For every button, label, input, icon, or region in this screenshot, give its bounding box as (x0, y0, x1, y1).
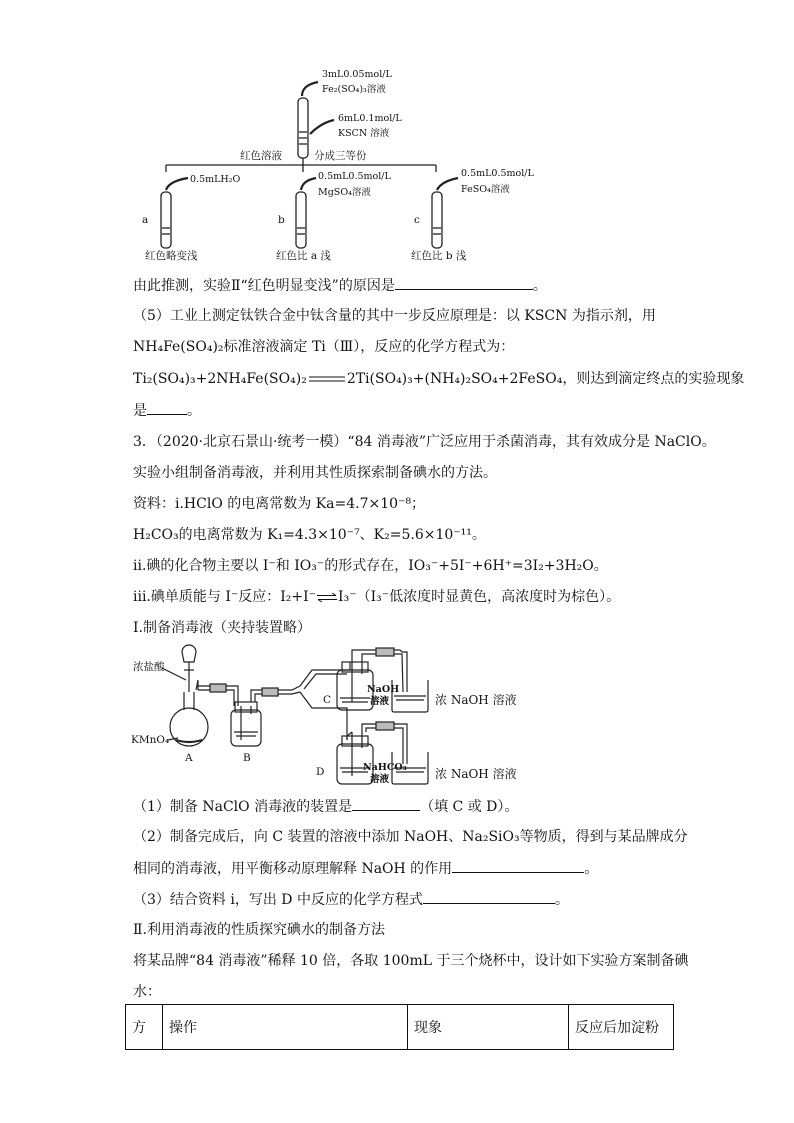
conc-naoh-label-2: 浓 NaOH 溶液 (435, 767, 517, 781)
table-header-row (126, 1005, 674, 1050)
header-phenomenon: 现象 (408, 1005, 569, 1050)
naoh-solution-label-1: NaOH (367, 684, 400, 695)
test-tube-b (296, 192, 306, 248)
equals-sign (307, 375, 347, 383)
tube-b-letter: b (278, 214, 285, 226)
info-line-1: 资料：i.HClO 的电离常数为 Ka=4.7×10⁻⁸； (133, 496, 426, 512)
reversible-arrow (316, 593, 338, 602)
nahco3-label-1: NaHCO₃ (363, 762, 407, 773)
inference-line: 由此推测，实验Ⅱ“红色明显变浅”的原因是 。 (133, 275, 547, 296)
tube-b-result: 红色比 a 浅 (276, 250, 331, 262)
answer-blank-q3[interactable] (423, 889, 555, 904)
q3-line-1: 3．（2020·北京石景山·统考一模）“84 消毒液”广泛应用于杀菌消毒，其有效成分是 NaClO。 (133, 434, 716, 450)
conc-hcl-label: 浓盐酸 (133, 661, 165, 673)
tube-b-reagent-1: 0.5mL0.5mol/L (318, 171, 391, 182)
kscn-label-1: 6mL0.1mol/L (338, 113, 402, 124)
label-a: A (185, 752, 193, 764)
test-tube-a (161, 192, 171, 248)
q3-line-2: 实验小组制备消毒液，并利用其性质探索制备碘水的方法。 (133, 465, 497, 481)
q1-line: （1）制备 NaClO 消毒液的装置是 （填 C 或 D）。 (133, 796, 518, 817)
header-scheme: 方 (126, 1005, 163, 1050)
tube-c-result: 红色比 b 浅 (411, 250, 467, 262)
section-2-title: Ⅱ.利用消毒液的性质探究碘水的制备方法 (133, 922, 385, 938)
bottle-b (231, 702, 261, 746)
test-tube-c (432, 192, 442, 248)
q5-line-4: 是 。 (133, 400, 201, 421)
split-three-label: 分成三等份 (314, 150, 367, 162)
tube-a-result: 红色略变浅 (145, 250, 198, 262)
top-test-tube (298, 98, 308, 158)
red-solution-label: 红色溶液 (240, 150, 282, 162)
label-b: B (243, 752, 251, 764)
kscn-label-2: KSCN 溶液 (338, 128, 390, 139)
q5-line-2: NH₄Fe(SO₄)₂标准溶液滴定 Ti（Ⅲ），反应的化学方程式为： (133, 339, 515, 355)
header-operation: 操作 (163, 1005, 408, 1050)
kmno4-label: KMnO₄ (131, 734, 170, 746)
conc-naoh-label-1: 浓 NaOH 溶液 (435, 693, 517, 707)
label-d: D (316, 766, 325, 778)
arrow-kscn (310, 120, 334, 134)
answer-blank-q1[interactable] (352, 796, 420, 811)
q2-line-2: 相同的消毒液，用平衡移动原理解释 NaOH 的作用 。 (133, 858, 598, 879)
inference-text: 由此推测，实验Ⅱ“红色明显变浅”的原因是 (133, 278, 395, 294)
answer-blank-q5[interactable] (147, 400, 187, 415)
tube-b-reagent-2: MgSO₄溶液 (318, 187, 371, 198)
fe2so43-label-2: Fe₂(SO₄)₃溶液 (322, 84, 386, 95)
tube-c-reagent-1: 0.5mL0.5mol/L (461, 168, 534, 179)
q2-line-1: （2）制备完成后，向 C 装置的溶液中添加 NaOH、Na₂SiO₃等物质，得到与某品牌成分 (133, 829, 688, 845)
tube-a-letter: a (142, 214, 149, 226)
arrow-fe2so43 (302, 82, 318, 96)
tube-c-reagent-2: FeSO₄溶液 (461, 184, 510, 195)
dilute-line-1: 将某品牌“84 消毒液”稀释 10 倍，各取 100mL 于三个烧杯中，设计如下实验方案制备碘 (133, 953, 689, 969)
tube-a-reagent: 0.5mLH₂O (190, 174, 241, 185)
label-c: C (323, 694, 332, 706)
q3sub-line: （3）结合资料 i，写出 D 中反应的化学方程式 。 (133, 889, 569, 910)
fe2so43-label-1: 3mL0.05mol/L (322, 69, 392, 80)
info-line-3: ii.碘的化合物主要以 I⁻和 IO₃⁻的形式存在，IO₃⁻+5I⁻+6H⁺=3I₂+3H₂O。 (133, 558, 608, 574)
section-1-title: Ⅰ.制备消毒液（夹持装置略） (133, 620, 311, 636)
nahco3-label-2: 溶液 (370, 774, 390, 785)
dropping-funnel (182, 645, 196, 692)
naoh-solution-label-2: 溶液 (370, 696, 390, 707)
q5-line-1: （5）工业上测定钛铁合金中钛含量的其中一步反应原理是：以 KSCN 为指示剂，用 (133, 308, 656, 324)
tube-c-letter: c (414, 214, 420, 226)
q5-line-3: Ti₂(SO₄)₃+2NH₄Fe(SO₄)₂ 2Ti(SO₄)₃+(NH₄)₂SO₄+2FeSO₄，则达到滴定终点的实验现象 (133, 371, 745, 387)
info-line-4: iii.碘单质能与 I⁻反应：I₂+I⁻ I₃⁻（I₃⁻低浓度时显黄色，高浓度时为棕色）。 (133, 589, 621, 605)
header-starch: 反应后加淀粉 (569, 1005, 674, 1050)
dilute-line-2: 水： (133, 984, 161, 1000)
experiment-table (125, 1004, 674, 1050)
answer-blank-inference[interactable] (395, 275, 533, 290)
info-line-2: H₂CO₃的电离常数为 K₁=4.3×10⁻⁷、K₂=5.6×10⁻¹¹。 (133, 527, 486, 543)
answer-blank-q2[interactable] (452, 858, 584, 873)
